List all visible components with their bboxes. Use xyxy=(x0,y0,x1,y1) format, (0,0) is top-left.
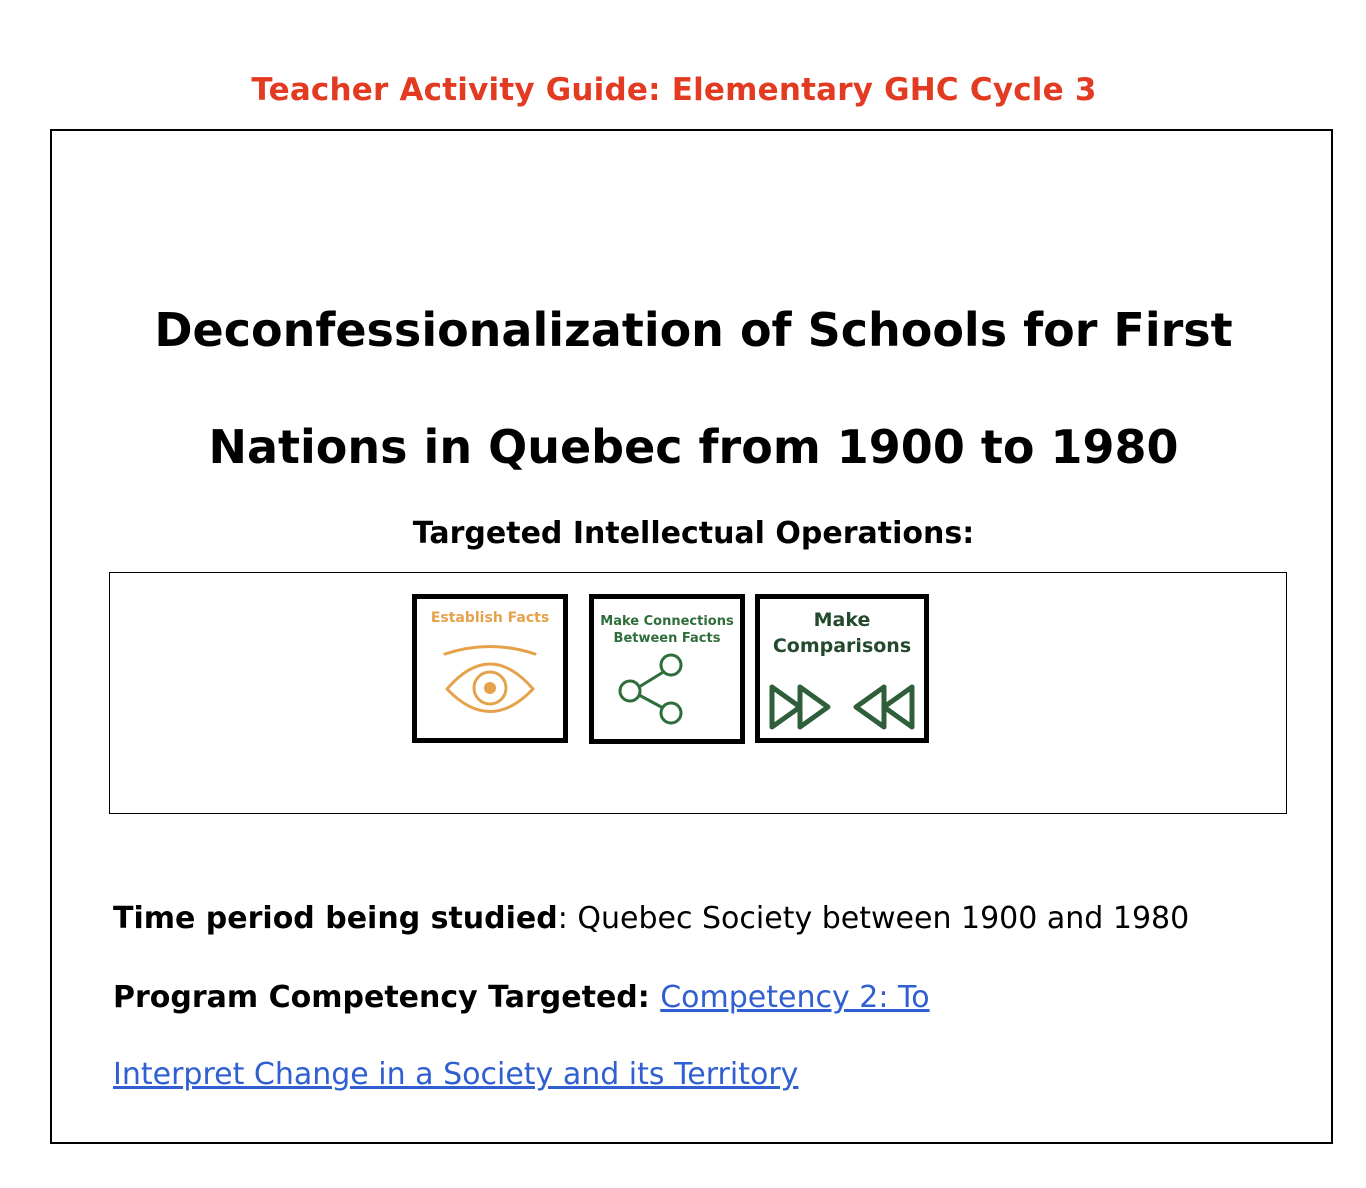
eye-icon xyxy=(417,599,563,738)
guide-header-title: Teacher Activity Guide: Elementary GHC Cycle 3 xyxy=(251,72,1097,108)
make-comparisons-card xyxy=(755,594,929,743)
make-connections-label-line-1: Make Connections xyxy=(600,614,734,629)
make-connections-card xyxy=(589,594,745,744)
competency-link-part-2[interactable]: Interpret Change in a Society and its Territory xyxy=(113,1057,799,1092)
operations-panel xyxy=(109,572,1287,814)
competency-label: Program Competency Targeted: xyxy=(113,980,661,1015)
fast-forward-rewind-icon xyxy=(760,599,924,738)
share-nodes-icon xyxy=(594,599,740,739)
operations-heading: Targeted Intellectual Operations: xyxy=(412,516,975,551)
competency-line xyxy=(113,980,930,1015)
time-period-label: Time period being studied xyxy=(113,901,558,936)
time-period-value: : Quebec Society between 1900 and 1980 xyxy=(557,901,1190,936)
competency-link-part-1[interactable]: Competency 2: To xyxy=(660,980,930,1015)
activity-card xyxy=(50,129,1333,1144)
page-title-line-2: Nations in Quebec from 1900 to 1980 xyxy=(208,420,1179,474)
make-comparisons-label-line-1: Make xyxy=(813,609,871,631)
establish-facts-card xyxy=(412,594,568,743)
competency-link-line xyxy=(113,1057,798,1092)
establish-facts-label: Establish Facts xyxy=(430,610,550,626)
page-title xyxy=(112,272,1275,506)
make-comparisons-label-line-2: Comparisons xyxy=(772,635,912,657)
make-connections-label-line-2: Between Facts xyxy=(613,631,721,646)
time-period-line xyxy=(113,901,1189,936)
page-title-line-1: Deconfessionalization of Schools for First xyxy=(154,303,1233,357)
